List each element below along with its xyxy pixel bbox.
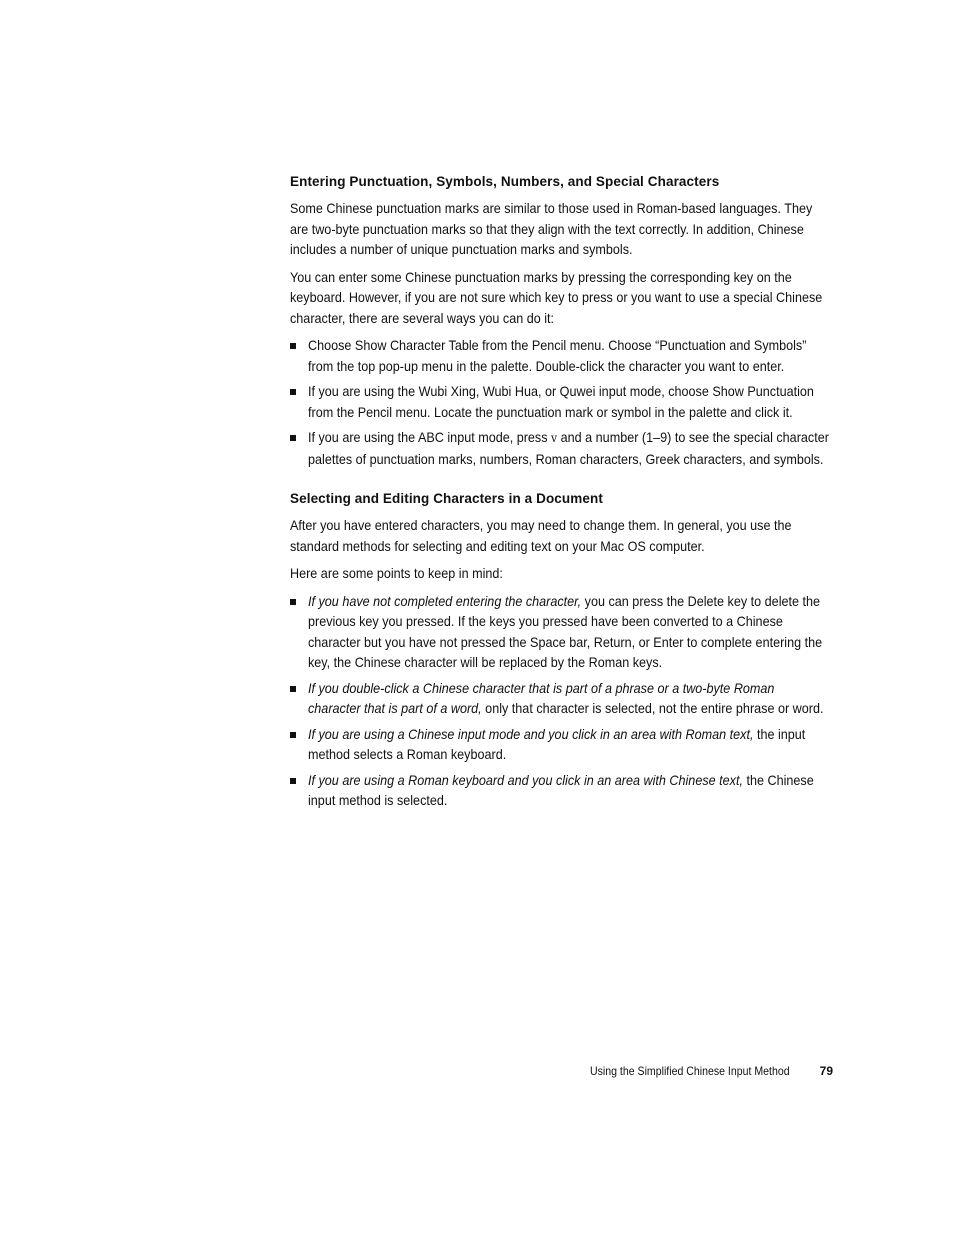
list-item xyxy=(290,381,830,422)
list-item-rest: you can press the Delete key to delete the previous key you pressed. If the keys you pressed have been converted to a Chinese character but you have not pressed the Space bar, Return, or Enter to complete entering the key, the Chinese character will be replaced by the Roman keys. xyxy=(308,592,823,670)
key-v-glyph: v xyxy=(551,431,558,445)
section-spacer xyxy=(290,475,830,489)
section-heading-selecting: Selecting and Editing Characters in a Document xyxy=(290,491,603,506)
punctuation-methods-list xyxy=(290,335,830,469)
page-content xyxy=(290,172,830,817)
list-item xyxy=(290,591,830,673)
list-item-rest: the input method selects a Roman keyboard. xyxy=(308,725,806,762)
bullet-square-icon xyxy=(290,778,296,784)
bullet-square-icon xyxy=(290,389,296,395)
bullet-square-icon xyxy=(290,686,296,692)
bullet-square-icon xyxy=(290,343,296,349)
section-heading-punctuation: Entering Punctuation, Symbols, Numbers, and Special Characters xyxy=(290,174,720,189)
list-item-italic-lead: If you double-click a Chinese character that is part of a phrase or a two-byte Roman character that is part of a word, xyxy=(308,679,775,716)
list-item-rest: the Chinese input method is selected. xyxy=(308,771,814,808)
page-number: 79 xyxy=(819,1064,833,1078)
list-item xyxy=(290,724,830,765)
list-item-text: Choose Show Character Table from the Pencil menu. Choose “Punctuation and Symbols” from the top pop-up menu in the palette. Double-click the character you want to enter. xyxy=(308,337,807,374)
paragraph-two-byte-marks: Some Chinese punctuation marks are similar to those used in Roman-based languages. They are two-byte punctuation marks so that they align with the text correctly. In addition, Chinese includes a number of unique punctuation marks and symbols. xyxy=(290,200,813,257)
list-item-text xyxy=(308,678,830,719)
list-item xyxy=(290,678,830,719)
footer-chapter-title: Using the Simplified Chinese Input Method xyxy=(590,1064,790,1078)
list-item xyxy=(290,335,830,376)
list-item-italic-lead: If you are using a Chinese input mode and you click in an area with Roman text, xyxy=(308,725,754,742)
editing-points-list xyxy=(290,591,830,811)
bullet-square-icon xyxy=(290,435,296,441)
list-item-text xyxy=(308,724,830,765)
paragraph-points-intro: Here are some points to keep in mind: xyxy=(290,565,503,581)
list-item-italic-lead: If you are using a Roman keyboard and you click in an area with Chinese text, xyxy=(308,771,743,788)
bullet-square-icon xyxy=(290,732,296,738)
list-item-italic-lead: If you have not completed entering the character, xyxy=(308,592,582,609)
list-item-text: If you are using the Wubi Xing, Wubi Hua, or Quwei input mode, choose Show Punctuation from the Pencil menu. Locate the punctuation mark or symbol in the palette and click it. xyxy=(308,383,814,420)
list-item-rest: only that character is selected, not the entire phrase or word. xyxy=(481,700,824,716)
list-item-text xyxy=(308,427,830,469)
list-item-text xyxy=(308,770,830,811)
list-item-text-end: and a number (1–9) to see the special character palettes of punctuation marks, numbers, Roman characters, Greek characters, and symbols. xyxy=(308,429,829,467)
list-item-text-start: If you are using the ABC input mode, press xyxy=(308,429,552,445)
paragraph-changing-characters: After you have entered characters, you may need to change them. In general, you use the standard methods for selecting and editing text on your Mac OS computer. xyxy=(290,517,792,554)
list-item xyxy=(290,427,830,469)
list-item-text xyxy=(308,591,830,673)
bullet-square-icon xyxy=(290,599,296,605)
paragraph-entering-marks: You can enter some Chinese punctuation marks by pressing the corresponding key on the keyboard. However, if you are not sure which key to press or you want to use a special Chinese character, there are several ways you can do it: xyxy=(290,268,823,326)
page-footer xyxy=(590,1063,833,1081)
list-item xyxy=(290,770,830,811)
